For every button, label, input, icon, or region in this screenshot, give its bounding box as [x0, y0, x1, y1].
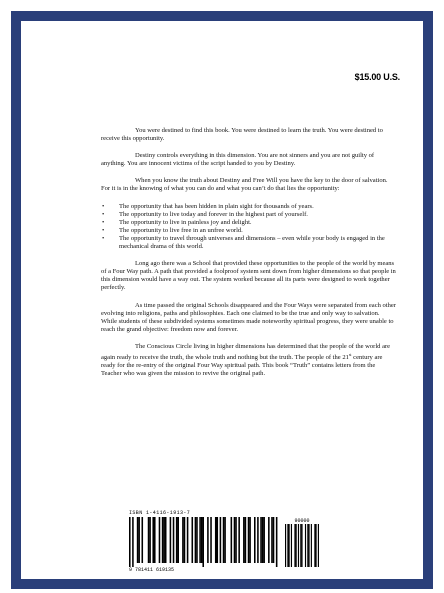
- barcode-bar: [138, 517, 140, 563]
- barcode-bar: [224, 517, 226, 563]
- barcode-bar: [238, 517, 240, 563]
- barcode-bar: [137, 517, 139, 563]
- barcode-bar: [162, 517, 164, 563]
- barcode-bar: [234, 517, 236, 563]
- barcode-bar: [192, 517, 194, 563]
- barcode-bar: [132, 517, 134, 567]
- addon-bar: [294, 524, 295, 567]
- barcode-bar: [199, 517, 201, 563]
- barcode-bar: [196, 517, 198, 563]
- barcode-bar: [129, 517, 131, 567]
- barcode-bar: [217, 517, 219, 563]
- list-item: • The opportunity to live today and forever in the highest part of yourself.: [101, 211, 397, 219]
- barcode-bar: [195, 517, 197, 563]
- barcode-bar: [148, 517, 150, 563]
- addon-bar: [314, 524, 315, 567]
- barcode-bar: [215, 517, 217, 563]
- barcode-bar: [184, 517, 186, 563]
- paragraph-key-to-salvation: When you know the truth about Destiny and Free Will you have the key to the door of salvation. For it is in the knowing of what you can do and what you can’t do that lies the opportunity:: [101, 177, 388, 193]
- addon-bar: [308, 524, 309, 567]
- barcode-bar: [220, 517, 222, 563]
- paragraph-schools-disappeared: As time passed the original Schools disappeared and the Four Ways were separated from each other evolving into religions, paths and philosophies. Each one claimed to be the true and only way to salvation. While students of these subdivided systems sometimes made noteworthy spiritual progress, they were unable to reach the grand objective: freedom now and forever.: [101, 301, 396, 333]
- barcode-bar: [170, 517, 172, 563]
- paragraph-school: Long ago there was a School that provided these opportunities to the people of the world by means of a Four Way path. A path that provided a foolproof system sent down from higher dimensions so that people in this dimension would have a way out. The system worked because all its parts were designed to work together perfectly.: [101, 260, 396, 292]
- barcode-bar: [165, 517, 167, 563]
- blurb-text: [101, 127, 397, 387]
- barcode-bar: [207, 517, 209, 563]
- barcode-block: [129, 510, 319, 576]
- barcode-bar: [273, 517, 275, 563]
- barcode-bar: [276, 517, 278, 567]
- addon-bar: [305, 524, 306, 567]
- opportunity-list: [101, 203, 397, 252]
- barcode-bar: [163, 517, 165, 563]
- barcode-bar: [223, 517, 225, 563]
- barcode-bar: [142, 517, 144, 563]
- barcode-bar: [202, 517, 204, 567]
- barcode-bar: [159, 517, 161, 563]
- barcode-bar: [263, 517, 265, 563]
- addon-bar: [289, 524, 290, 567]
- barcode-bar: [249, 517, 251, 563]
- price-label: $15.00 U.S.: [354, 72, 400, 82]
- addon-bar: [296, 524, 297, 567]
- barcode-graphic: [129, 517, 319, 567]
- barcode-bar: [257, 517, 259, 563]
- barcode-bar: [149, 517, 151, 563]
- addon-bar: [300, 524, 301, 567]
- barcode-bar: [248, 517, 250, 563]
- addon-bar: [311, 524, 312, 567]
- barcode-bar: [271, 517, 273, 563]
- list-item: • The opportunity to travel through universes and dimensions – even while your body is engaged in the mechanical drama of this world.: [101, 235, 397, 251]
- barcode-bar: [201, 517, 203, 563]
- barcode-bar: [182, 517, 184, 563]
- barcode-bar: [235, 517, 237, 563]
- barcode-bar: [260, 517, 262, 563]
- paragraph-destiny-controls: Destiny controls everything in this dimension. You are not sinners and you are not guilty of anything. You are innocent victims of the script handed to you by Destiny.: [101, 152, 375, 168]
- addon-bar: [301, 524, 302, 567]
- barcode-bar: [254, 517, 256, 563]
- barcode-bar: [154, 517, 156, 563]
- addon-bar: [318, 524, 319, 567]
- list-item: • The opportunity to live in painless joy and delight.: [101, 219, 397, 227]
- barcode-bar: [245, 517, 247, 563]
- barcode-bar: [210, 517, 212, 563]
- barcode-bar: [262, 517, 264, 563]
- barcode-bar: [173, 517, 175, 563]
- barcode-digits: 9 781411 619135: [129, 567, 175, 573]
- ean5-digits: 90000: [294, 518, 310, 524]
- addon-bar: [285, 524, 286, 567]
- paragraph-destined: You were destined to find this book. You were destined to learn the truth. You were destined to receive this opportunity.: [101, 127, 383, 143]
- barcode-bar: [231, 517, 233, 563]
- addon-bar: [298, 524, 299, 567]
- addon-bar: [307, 524, 308, 567]
- paragraph-conscious-circle: The Conscious Circle living in higher dimensions has determined that the people of the world are again ready to receive the truth, the whole truth and nothing but the truth. The people of the 21st century are ready for the re-entry of the original Four Way spiritual path. This book “Truth” contains letters from the Teacher who was given the mission to revive the original path.: [101, 342, 391, 378]
- barcode-bar: [187, 517, 189, 563]
- isbn-label: ISBN 1-4116-1913-7: [129, 510, 191, 516]
- barcode-bar: [243, 517, 245, 563]
- barcode-bar: [177, 517, 179, 563]
- addon-bar: [315, 524, 316, 567]
- list-item: • The opportunity that has been hidden in plain sight for thousands of years.: [101, 203, 397, 211]
- addon-bar: [287, 524, 288, 567]
- barcode-bar: [176, 517, 178, 563]
- barcode-bar: [268, 517, 270, 563]
- barcode-bar: [152, 517, 154, 563]
- list-item: • The opportunity to live free in an unfree world.: [101, 227, 397, 235]
- addon-bar: [291, 524, 292, 567]
